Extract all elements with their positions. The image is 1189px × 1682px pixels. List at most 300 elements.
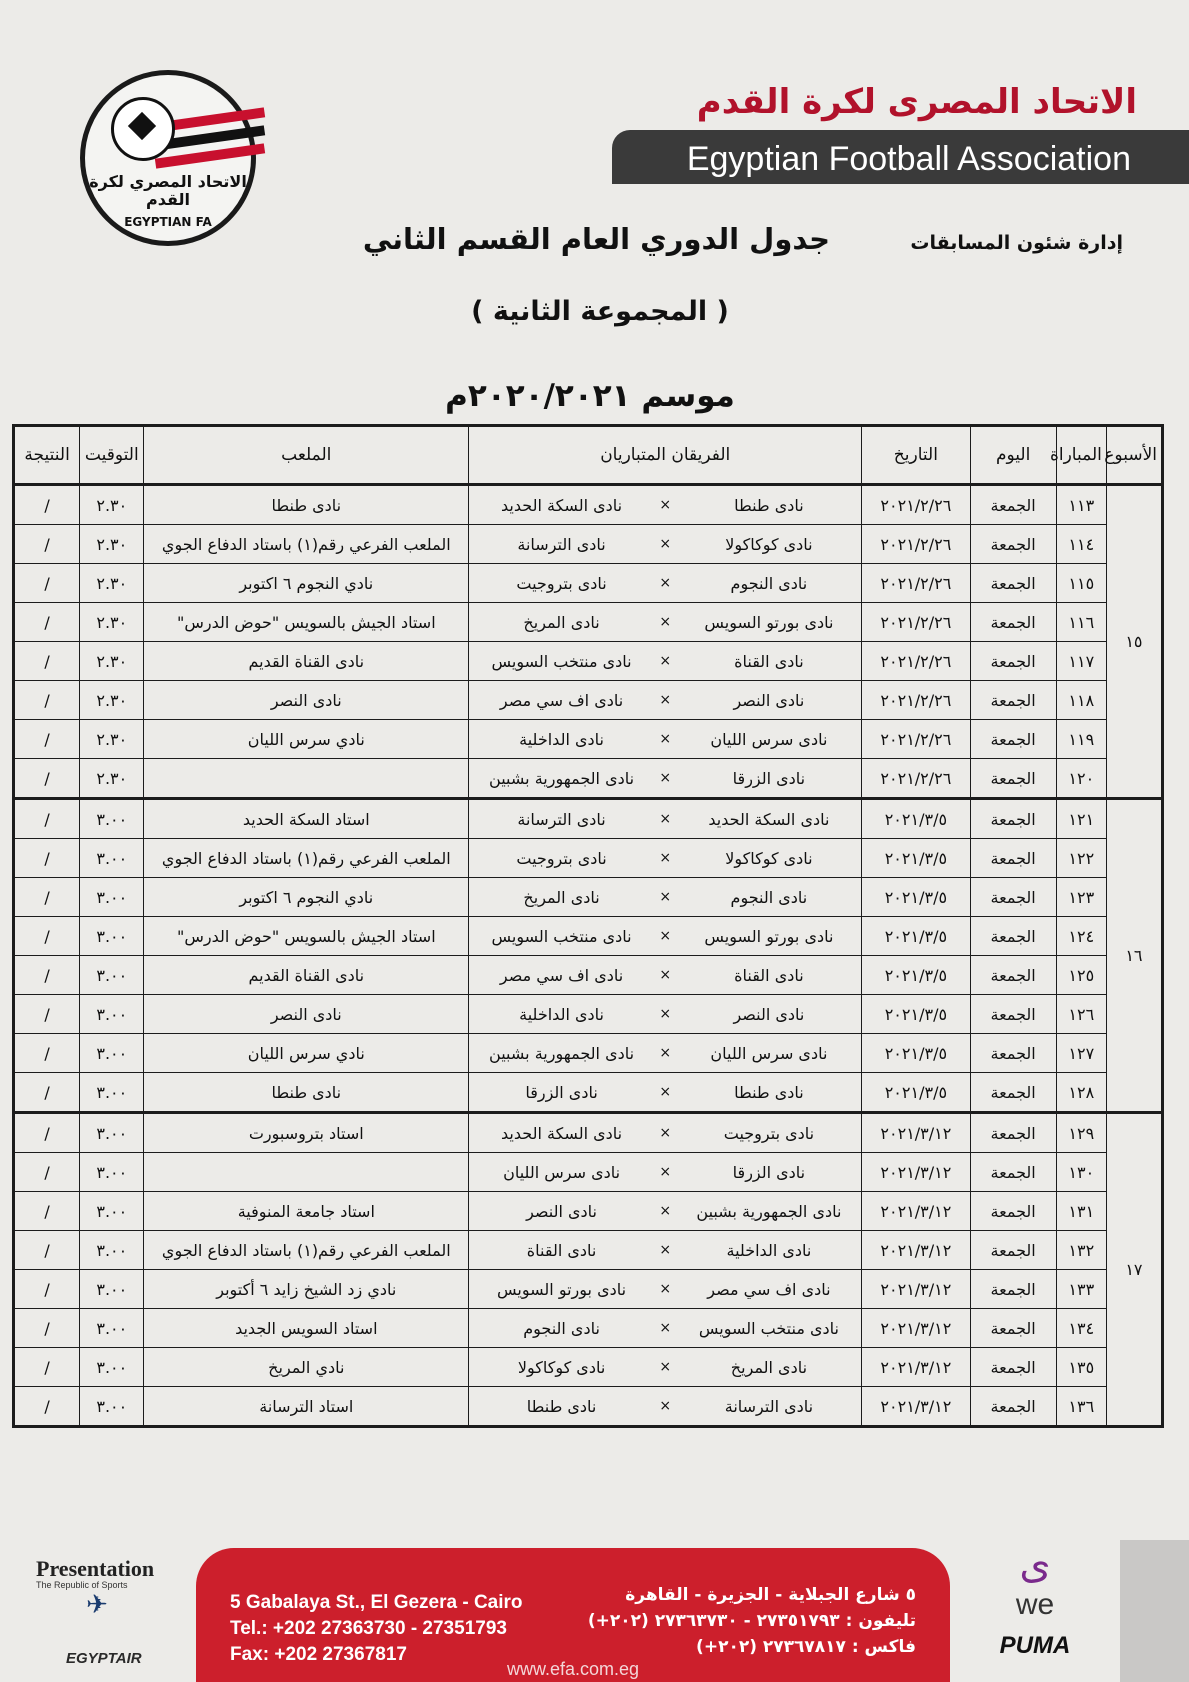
match-date: ٢٠٢١/٣/٥ [862, 917, 970, 956]
versus-mark: × [659, 1359, 672, 1375]
sponsors-right [970, 1544, 1100, 1660]
match-date: ٢٠٢١/٣/١٢ [862, 1231, 970, 1270]
match-number: ١١٧ [1056, 642, 1106, 681]
match-day: الجمعة [970, 1231, 1056, 1270]
logo-text-en: EGYPTIAN FA [124, 215, 212, 229]
match-date: ٢٠٢١/٣/٥ [862, 1073, 970, 1113]
match-result: / [14, 1073, 80, 1113]
away-team: نادى منتخب السويس [491, 651, 632, 671]
away-team: نادى الترسانة [517, 534, 606, 554]
versus-mark: × [659, 1045, 672, 1061]
away-team: نادى النجوم [523, 1318, 600, 1338]
brand-name-ar: الاتحاد المصرى لكرة القدم [696, 82, 1137, 122]
match-number: ١٣١ [1056, 1192, 1106, 1231]
sponsor-puma: PUMA [999, 1632, 1071, 1659]
we-logo-icon: ى [1019, 1542, 1051, 1588]
versus-mark: × [659, 1006, 672, 1022]
header-result: النتيجة [14, 426, 80, 485]
match-venue: استاد بتروسبورت [144, 1113, 469, 1153]
teams-wrapper [473, 1241, 857, 1260]
table-row [14, 995, 1163, 1034]
teams-wrapper [473, 769, 857, 788]
match-teams [469, 1034, 862, 1073]
teams-wrapper [473, 691, 857, 710]
match-day: الجمعة [970, 564, 1056, 603]
match-venue: نادي سرس الليان [144, 1034, 469, 1073]
match-day: الجمعة [970, 995, 1056, 1034]
teams-wrapper [473, 966, 857, 985]
footer-address-ar: ٥ شارع الجبلاية - الجزيرة - القاهرة [625, 1585, 916, 1605]
match-day: الجمعة [970, 485, 1056, 525]
match-time: ٣.٠٠ [80, 1231, 144, 1270]
match-time: ٣.٠٠ [80, 917, 144, 956]
home-team: نادى الزرقا [732, 768, 806, 788]
home-team: نادى سرس الليان [710, 729, 828, 749]
match-date: ٢٠٢١/٣/١٢ [862, 1387, 970, 1427]
table-row [14, 1231, 1163, 1270]
teams-wrapper [473, 496, 857, 515]
table-row [14, 1309, 1163, 1348]
match-day: الجمعة [970, 1270, 1056, 1309]
versus-mark: × [659, 770, 672, 786]
match-date: ٢٠٢١/٣/١٢ [862, 1270, 970, 1309]
match-venue: استاد السويس الجديد [144, 1309, 469, 1348]
versus-mark: × [659, 1203, 672, 1219]
teams-wrapper [473, 849, 857, 868]
versus-mark: × [659, 811, 672, 827]
match-teams [469, 642, 862, 681]
match-venue: نادي سرس الليان [144, 720, 469, 759]
table-row [14, 642, 1163, 681]
efa-logo [80, 70, 256, 246]
match-result: / [14, 1348, 80, 1387]
match-result: / [14, 956, 80, 995]
match-time: ٣.٠٠ [80, 1192, 144, 1231]
match-venue: نادي النجوم ٦ اكتوبر [144, 564, 469, 603]
match-teams [469, 878, 862, 917]
sponsor-presentation: Presentation [36, 1556, 155, 1581]
match-date: ٢٠٢١/٣/١٢ [862, 1192, 970, 1231]
match-date: ٢٠٢١/٣/٥ [862, 1034, 970, 1073]
brand-name-en: Egyptian Football Association [686, 140, 1131, 178]
match-time: ٣.٠٠ [80, 1073, 144, 1113]
page-edge-shadow [1120, 1540, 1189, 1682]
home-team: نادى الزرقا [732, 1162, 806, 1182]
egyptair-falcon-icon: ✈ [86, 1590, 108, 1620]
sponsors-left [36, 1556, 186, 1667]
home-team: نادى اف سي مصر [707, 1279, 831, 1299]
header-time: التوقيت [80, 426, 144, 485]
football-icon [111, 97, 175, 161]
away-team: نادى الجمهورية بشبين [489, 768, 635, 788]
match-teams [469, 1270, 862, 1309]
match-time: ٣.٠٠ [80, 1153, 144, 1192]
table-row [14, 839, 1163, 878]
match-date: ٢٠٢١/٣/٥ [862, 878, 970, 917]
match-number: ١٢٢ [1056, 839, 1106, 878]
home-team: نادى الجمهورية بشبين [696, 1201, 842, 1221]
table-row [14, 1034, 1163, 1073]
match-teams [469, 1348, 862, 1387]
versus-mark: × [659, 928, 672, 944]
teams-wrapper [473, 535, 857, 554]
teams-wrapper [473, 1358, 857, 1377]
home-team: نادى سرس الليان [710, 1043, 828, 1063]
sponsor-we: we [1015, 1588, 1055, 1621]
table-row [14, 1270, 1163, 1309]
versus-mark: × [659, 536, 672, 552]
match-teams [469, 1192, 862, 1231]
table-row [14, 878, 1163, 917]
match-result: / [14, 1034, 80, 1073]
schedule-body [14, 485, 1163, 1427]
match-result: / [14, 799, 80, 839]
teams-wrapper [473, 927, 857, 946]
match-day: الجمعة [970, 1113, 1056, 1153]
away-team: نادى الداخلية [519, 1004, 604, 1024]
match-time: ٣.٠٠ [80, 799, 144, 839]
match-time: ٣.٠٠ [80, 1309, 144, 1348]
away-team: نادى السكة الحديد [501, 495, 623, 515]
match-time: ٣.٠٠ [80, 839, 144, 878]
away-team: نادى طنطا [526, 1396, 597, 1416]
match-result: / [14, 603, 80, 642]
match-venue: نادى طنطا [144, 485, 469, 525]
match-day: الجمعة [970, 956, 1056, 995]
match-number: ١١٤ [1056, 525, 1106, 564]
match-result: / [14, 759, 80, 799]
teams-wrapper [473, 1397, 857, 1416]
match-day: الجمعة [970, 1348, 1056, 1387]
versus-mark: × [659, 1281, 672, 1297]
match-result: / [14, 1192, 80, 1231]
department-label: إدارة شئون المسابقات [910, 232, 1123, 254]
teams-wrapper [473, 730, 857, 749]
match-time: ٣.٠٠ [80, 1348, 144, 1387]
teams-wrapper [473, 1280, 857, 1299]
match-teams [469, 917, 862, 956]
match-day: الجمعة [970, 1034, 1056, 1073]
match-teams [469, 525, 862, 564]
match-time: ٣.٠٠ [80, 995, 144, 1034]
match-result: / [14, 1309, 80, 1348]
match-teams [469, 1309, 862, 1348]
match-day: الجمعة [970, 720, 1056, 759]
match-date: ٢٠٢١/٣/١٢ [862, 1348, 970, 1387]
home-team: نادى النجوم [730, 887, 808, 907]
header-date: التاريخ [862, 426, 970, 485]
match-day: الجمعة [970, 603, 1056, 642]
match-result: / [14, 485, 80, 525]
match-result: / [14, 1113, 80, 1153]
match-teams [469, 759, 862, 799]
match-day: الجمعة [970, 1387, 1056, 1427]
match-time: ٢.٣٠ [80, 564, 144, 603]
away-team: نادى الجمهورية بشبين [489, 1043, 635, 1063]
home-team: نادى طنطا [734, 1082, 804, 1102]
header-teams: الفريقان المتباريان [469, 426, 862, 485]
table-row [14, 485, 1163, 525]
table-row [14, 799, 1163, 839]
match-venue: استاد الجيش بالسويس "حوض الدرس" [144, 917, 469, 956]
week-number: ١٥ [1106, 485, 1162, 799]
match-teams [469, 1231, 862, 1270]
away-team: نادى الزرقا [525, 1082, 598, 1102]
home-team: نادى كوكاكولا [725, 848, 813, 868]
away-team: نادى بتروجيت [516, 848, 607, 868]
away-team: نادى اف سي مصر [499, 965, 624, 985]
table-row [14, 1348, 1163, 1387]
match-result: / [14, 878, 80, 917]
teams-wrapper [473, 574, 857, 593]
match-date: ٢٠٢١/٢/٢٦ [862, 603, 970, 642]
match-time: ٢.٣٠ [80, 759, 144, 799]
table-row [14, 956, 1163, 995]
home-team: نادى المريخ [730, 1357, 808, 1377]
home-team: نادى الترسانة [724, 1396, 814, 1416]
home-team: نادى القناة [734, 651, 804, 671]
match-number: ١٣٦ [1056, 1387, 1106, 1427]
footer-tel-en: Tel.: +202 27363730 - 27351793 [230, 1618, 507, 1639]
match-day: الجمعة [970, 525, 1056, 564]
match-number: ١١٣ [1056, 485, 1106, 525]
match-result: / [14, 995, 80, 1034]
brand-banner [612, 130, 1189, 184]
match-date: ٢٠٢١/٢/٢٦ [862, 681, 970, 720]
match-venue: الملعب الفرعي رقم(١) باستاد الدفاع الجوي [144, 839, 469, 878]
versus-mark: × [659, 967, 672, 983]
match-number: ١٢٣ [1056, 878, 1106, 917]
teams-wrapper [473, 1124, 857, 1143]
match-time: ٣.٠٠ [80, 1113, 144, 1153]
header-match: المباراة [1056, 426, 1106, 485]
teams-wrapper [473, 1163, 857, 1182]
versus-mark: × [659, 1320, 672, 1336]
match-date: ٢٠٢١/٣/٥ [862, 956, 970, 995]
match-time: ٢.٣٠ [80, 603, 144, 642]
away-team: نادى المريخ [523, 887, 600, 907]
match-teams [469, 564, 862, 603]
match-date: ٢٠٢١/٣/٥ [862, 995, 970, 1034]
match-number: ١٢٩ [1056, 1113, 1106, 1153]
match-venue: نادى النصر [144, 995, 469, 1034]
match-teams [469, 956, 862, 995]
away-team: نادى الداخلية [519, 729, 604, 749]
header-day: اليوم [970, 426, 1056, 485]
match-number: ١٢١ [1056, 799, 1106, 839]
table-row [14, 1153, 1163, 1192]
logo-text-ar: الاتحاد المصري لكرة القدم [89, 172, 247, 209]
home-team: نادى كوكاكولا [725, 534, 813, 554]
match-venue [144, 1153, 469, 1192]
match-teams [469, 799, 862, 839]
versus-mark: × [659, 850, 672, 866]
versus-mark: × [659, 692, 672, 708]
versus-mark: × [659, 1125, 672, 1141]
versus-mark: × [659, 731, 672, 747]
footer-contact-en [230, 1590, 523, 1668]
match-result: / [14, 1387, 80, 1427]
match-day: الجمعة [970, 1309, 1056, 1348]
match-day: الجمعة [970, 839, 1056, 878]
season-title: موسم ٢٠٢٠/٢٠٢١م [445, 378, 735, 414]
match-number: ١١٨ [1056, 681, 1106, 720]
match-result: / [14, 917, 80, 956]
versus-mark: × [659, 653, 672, 669]
match-teams [469, 1387, 862, 1427]
match-venue [144, 759, 469, 799]
table-row [14, 917, 1163, 956]
sponsor-egyptair: EGYPTAIR [66, 1650, 142, 1667]
match-date: ٢٠٢١/٢/٢٦ [862, 525, 970, 564]
table-row [14, 564, 1163, 603]
week-number: ١٦ [1106, 799, 1162, 1113]
home-team: نادى بتروجيت [723, 1123, 815, 1143]
match-venue: استاد الجيش بالسويس "حوض الدرس" [144, 603, 469, 642]
match-venue: نادى النصر [144, 681, 469, 720]
table-row [14, 681, 1163, 720]
teams-wrapper [473, 613, 857, 632]
home-team: نادى بورتو السويس [704, 612, 834, 632]
match-date: ٢٠٢١/٣/١٢ [862, 1153, 970, 1192]
header-venue: الملعب [144, 426, 469, 485]
match-number: ١٢٧ [1056, 1034, 1106, 1073]
match-date: ٢٠٢١/٢/٢٦ [862, 720, 970, 759]
table-row [14, 525, 1163, 564]
match-teams [469, 1113, 862, 1153]
group-title: ( المجموعة الثانية ) [471, 296, 729, 327]
match-venue: نادى طنطا [144, 1073, 469, 1113]
away-team: نادى بتروجيت [516, 573, 607, 593]
table-row [14, 1113, 1163, 1153]
match-venue: استاد الترسانة [144, 1387, 469, 1427]
table-row [14, 759, 1163, 799]
teams-wrapper [473, 652, 857, 671]
match-number: ١٣٠ [1056, 1153, 1106, 1192]
match-number: ١٣٥ [1056, 1348, 1106, 1387]
footer-contact-ar [588, 1582, 916, 1660]
away-team: نادى سرس الليان [503, 1162, 621, 1182]
match-venue: نادى القناة القديم [144, 642, 469, 681]
match-result: / [14, 1231, 80, 1270]
match-number: ١٢٥ [1056, 956, 1106, 995]
match-teams [469, 1073, 862, 1113]
match-teams [469, 839, 862, 878]
week-number: ١٧ [1106, 1113, 1162, 1427]
match-teams [469, 485, 862, 525]
teams-wrapper [473, 888, 857, 907]
match-time: ٣.٠٠ [80, 956, 144, 995]
match-date: ٢٠٢١/٢/٢٦ [862, 564, 970, 603]
match-date: ٢٠٢١/٢/٢٦ [862, 485, 970, 525]
match-time: ٣.٠٠ [80, 1270, 144, 1309]
match-teams [469, 681, 862, 720]
match-teams [469, 1153, 862, 1192]
teams-wrapper [473, 1083, 857, 1102]
match-number: ١٣٣ [1056, 1270, 1106, 1309]
home-team: نادى النجوم [730, 573, 808, 593]
match-venue: نادي النجوم ٦ اكتوبر [144, 878, 469, 917]
match-day: الجمعة [970, 799, 1056, 839]
match-day: الجمعة [970, 681, 1056, 720]
match-venue: نادى القناة القديم [144, 956, 469, 995]
match-time: ٣.٠٠ [80, 1387, 144, 1427]
sponsor-presentation-sub: The Republic of Sports [36, 1580, 128, 1590]
match-date: ٢٠٢١/٢/٢٦ [862, 759, 970, 799]
home-team: نادى الداخلية [726, 1240, 812, 1260]
match-time: ٢.٣٠ [80, 525, 144, 564]
versus-mark: × [659, 1242, 672, 1258]
home-team: نادى منتخب السويس [698, 1318, 839, 1338]
match-time: ٢.٣٠ [80, 642, 144, 681]
away-team: نادى النصر [526, 1201, 598, 1221]
document-title: جدول الدوري العام القسم الثاني [362, 222, 830, 256]
match-venue: استاد السكة الحديد [144, 799, 469, 839]
away-team: نادى السكة الحديد [501, 1123, 623, 1143]
match-day: الجمعة [970, 1153, 1056, 1192]
versus-mark: × [659, 889, 672, 905]
match-number: ١٢٦ [1056, 995, 1106, 1034]
match-number: ١١٩ [1056, 720, 1106, 759]
schedule-table [12, 424, 1164, 1428]
table-row [14, 1387, 1163, 1427]
away-team: نادى المريخ [523, 612, 600, 632]
away-team: نادى كوكاكولا [517, 1357, 606, 1377]
match-number: ١١٥ [1056, 564, 1106, 603]
table-header-row [14, 426, 1163, 485]
home-team: نادى بورتو السويس [704, 926, 834, 946]
footer-fax-en: Fax: +202 27367817 [230, 1644, 407, 1665]
teams-wrapper [473, 1044, 857, 1063]
match-number: ١٢٤ [1056, 917, 1106, 956]
match-date: ٢٠٢١/٣/١٢ [862, 1113, 970, 1153]
footer-address-en: 5 Gabalaya St., El Gezera - Cairo [230, 1592, 523, 1613]
versus-mark: × [659, 1398, 672, 1414]
home-team: نادى النصر [733, 690, 805, 710]
match-time: ٣.٠٠ [80, 878, 144, 917]
teams-wrapper [473, 1202, 857, 1221]
table-row [14, 603, 1163, 642]
match-day: الجمعة [970, 878, 1056, 917]
match-day: الجمعة [970, 917, 1056, 956]
away-team: نادى منتخب السويس [491, 926, 632, 946]
footer-contact-banner [196, 1548, 950, 1682]
versus-mark: × [659, 1164, 672, 1180]
match-teams [469, 720, 862, 759]
match-day: الجمعة [970, 642, 1056, 681]
versus-mark: × [659, 575, 672, 591]
match-result: / [14, 839, 80, 878]
versus-mark: × [659, 614, 672, 630]
match-venue: نادي المريخ [144, 1348, 469, 1387]
away-team: نادى القناة [526, 1240, 597, 1260]
match-result: / [14, 1153, 80, 1192]
match-number: ١٣٤ [1056, 1309, 1106, 1348]
match-time: ٣.٠٠ [80, 1034, 144, 1073]
footer-fax-ar: فاكس : ٢٧٣٦٧٨١٧ (٢٠٢+) [696, 1637, 916, 1657]
match-result: / [14, 642, 80, 681]
match-venue: الملعب الفرعي رقم(١) باستاد الدفاع الجوي [144, 525, 469, 564]
home-team: نادى السكة الحديد [708, 809, 830, 829]
match-time: ٢.٣٠ [80, 485, 144, 525]
home-team: نادى القناة [734, 965, 804, 985]
match-day: الجمعة [970, 1192, 1056, 1231]
match-date: ٢٠٢١/٢/٢٦ [862, 642, 970, 681]
home-team: نادى النصر [733, 1004, 805, 1024]
match-time: ٢.٣٠ [80, 720, 144, 759]
match-number: ١٢٨ [1056, 1073, 1106, 1113]
match-number: ١٣٢ [1056, 1231, 1106, 1270]
